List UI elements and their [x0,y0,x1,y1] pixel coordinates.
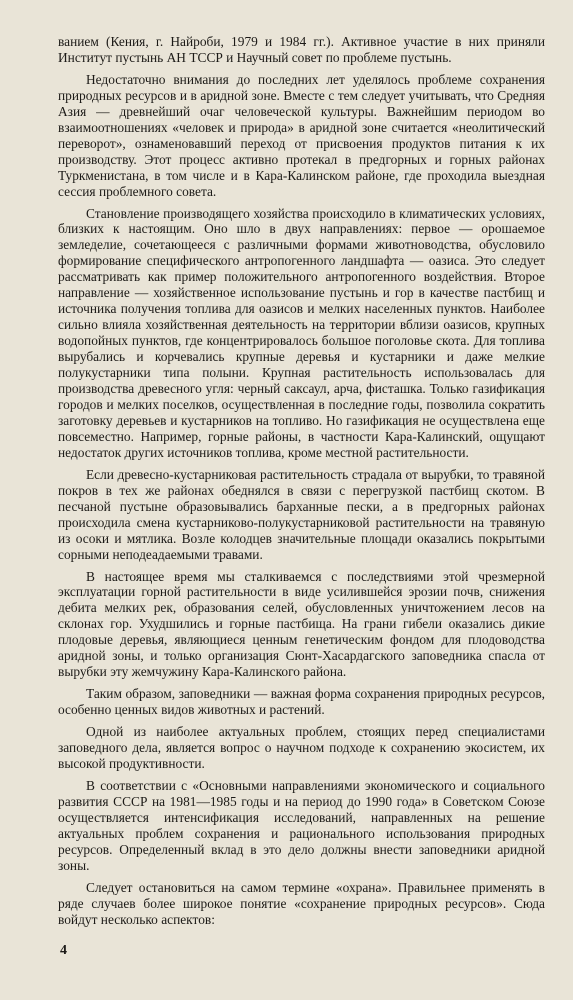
paragraph-7: Одной из наиболее актуальных проблем, стоящих перед специалистами заповедного дела, является вопрос о научном подходе к сохранению экосистем, их высокой продуктивности. [58,724,545,771]
body-text [58,34,545,928]
paragraph-6: Таким образом, заповедники — важная форма сохранения природных ресурсов, особенно ценных видов животных и растений. [58,686,545,718]
paragraph-5: В настоящее время мы сталкиваемся с последствиями этой чрезмерной эксплуатации горной растительности в виде усилившейся эрозии почв, снижения дебита мелких рек, образования селей, обусловленных уничтожением лесов на склонах гор. Ухудшились и горные пастбища. На грани гибели оказались дикие плодовые деревья, являющиеся ценным генетическим фондом для плодоводства аридной зоны, и только организация Сюнт-Хасардагского заповедника спасла от вырубки эту жемчужину Кара-Калинского района. [58,568,545,680]
paragraph-1: ванием (Кения, г. Найроби, 1979 и 1984 гг.). Активное участие в них приняли Институт пустынь АН ТССР и Научный совет по проблеме пустынь. [58,34,545,65]
paragraph-8: В соответствии с «Основными направлениями экономического и социального развития СССР на 1981—1985 годы и на период до 1990 года» в Советском Союзе осуществляется интенсификация исследований, направленных на решение актуальных проблем сохранения и рационального использования природных ресурсов. Определенный вклад в это дело должны внести заповедники аридной зоны. [58,777,545,873]
paragraph-2: Недостаточно внимания до последних лет уделялось проблеме сохранения природных ресурсов и в аридной зоне. Вместе с тем следует учитывать, что Средняя Азия — древнейший очаг человеческой культуры. Важнейшим периодом во взаимоотношениях «человек и природа» в аридной зоне считается «неолитический переворот», ознаменовавший переход от присвоения продуктов питания к их производству. Этот процесс активно протекал в предгорных и горных районах Туркменистана, в том числе и в Кара-Калинском районе, где проходила выездная сессия проблемного совета. [58,71,545,199]
paragraph-3: Становление производящего хозяйства происходило в климатических условиях, близких к настоящим. Оно шло в двух направлениях: первое — орошаемое земледелие, сочетающееся с различными формами животноводства, обусловило формирование специфического антропогенного ландшафта — оазиса. Это следует рассматривать как пример положительного антропогенного воздействия. Второе направление — хозяйственное использование пустынь и гор в качестве пастбищ и источника получения топлива для оазисов и мелких населенных пунктов. Наиболее сильно влияла хозяйственная деятельность на территории вблизи оазисов, крупных водопойных пунктов, где концентрировалось большое поголовье скота. Для топлива вырубались и корчевались крупные деревья и кустарники и даже мелкие полукустарники типа полыни. Крупная растительность использовалась для производства древесного угля: черный саксаул, арча, фисташка. Только газификация городов и мелких поселков, осуществленная в последние годы, позволила сократить заготовку деревьев и кустарников на топливо. Но газификация не осуществлена еще повсеместно. Например, горные районы, в частности Кара-Калинский, ощущают недостаток других источников топлива, кроме местной растительности. [58,205,545,460]
paragraph-9: Следует остановиться на самом термине «охрана». Правильнее применять в ряде случаев более широкое понятие «сохранение природных ресурсов». Сюда войдут несколько аспектов: [58,879,545,927]
page-number: 4 [60,943,67,958]
paragraph-4: Если древесно-кустарниковая растительность страдала от вырубки, то травяной покров в тех же районах обеднялся в связи с перегрузкой пастбищ скотом. В песчаной пустыне образовывались барханные пески, а в предгорных районах происходила смена кустарниково-полукустарниковой растительности на травяную из осоки и мятлика. Возле колодцев значительные площади оказались покрытыми сорными неподеадаемыми травами. [58,466,545,562]
